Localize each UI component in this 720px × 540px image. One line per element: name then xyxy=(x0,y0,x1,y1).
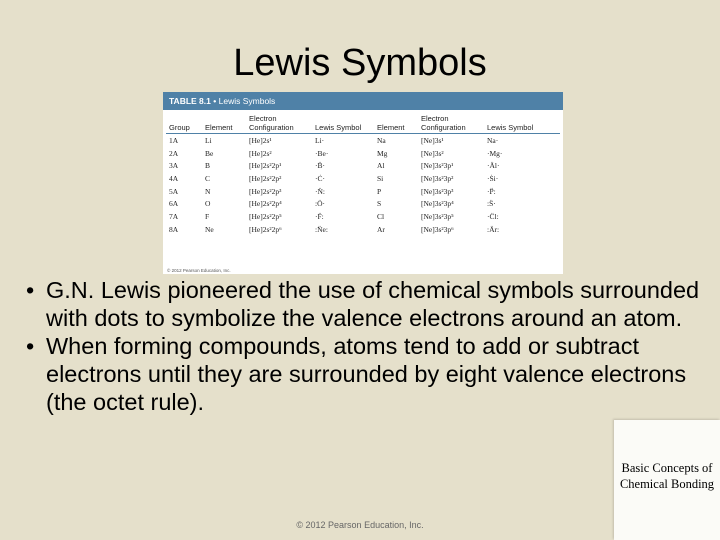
table-cell: O xyxy=(205,199,211,209)
table-cell: [He]2s²2p⁶ xyxy=(249,224,282,234)
table-cell: :S̈· xyxy=(487,199,496,209)
table-cell: ·F̈: xyxy=(315,211,324,221)
table-cell: ·Ṡi· xyxy=(487,173,499,183)
table-credit: © 2012 Pearson Education, Inc. xyxy=(167,268,231,273)
table-row xyxy=(166,210,560,223)
table-cell: Li· xyxy=(315,135,325,145)
copyright-footer: © 2012 Pearson Education, Inc. xyxy=(296,520,424,530)
table-cell: 3A xyxy=(169,161,179,171)
table-cell: 5A xyxy=(169,186,179,196)
column-header: Element xyxy=(202,113,246,134)
bullet-marker: • xyxy=(26,277,35,303)
table-header-row xyxy=(166,113,560,134)
bullet-text: When forming compounds, atoms tend to add or subtract electrons until they are surrounded by eight valence electrons (the octet rule). xyxy=(46,333,687,415)
table-cell: :N̈e: xyxy=(315,224,328,234)
bullet-text: G.N. Lewis pioneered the use of chemical symbols surrounded with dots to symbolize the valence electrons around an atom. xyxy=(46,277,700,331)
lewis-symbols-table xyxy=(166,113,560,236)
table-cell: P xyxy=(377,186,382,196)
column-header: Element xyxy=(374,113,418,134)
table-cell: Al xyxy=(377,161,385,171)
table-cell: [He]2s²2p³ xyxy=(249,186,282,196)
column-header: Lewis Symbol xyxy=(484,113,560,134)
table-cell: 4A xyxy=(169,173,179,183)
table-cell: Be xyxy=(205,148,214,158)
table-cell: Li xyxy=(205,135,212,145)
table-cell: ·Äl· xyxy=(487,161,500,171)
table-row xyxy=(166,197,560,210)
lewis-symbols-table-figure xyxy=(163,92,563,274)
table-cell: N xyxy=(205,186,211,196)
table-row xyxy=(166,172,560,185)
table-cell: ·P̈: xyxy=(487,186,496,196)
table-cell: ·N̈: xyxy=(315,186,325,196)
table-cell: B xyxy=(205,161,211,171)
table-cell: 2A xyxy=(169,148,179,158)
table-cell: :Ö· xyxy=(315,199,325,209)
table-cell: C xyxy=(205,173,211,183)
table-cell: Ar xyxy=(377,224,385,234)
table-row xyxy=(166,223,560,236)
table-cell: [Ne]3s²3p² xyxy=(421,173,454,183)
table-cell: Na xyxy=(377,135,386,145)
column-header: Group xyxy=(166,113,202,134)
table-row xyxy=(166,147,560,160)
table-cell: [Ne]3s²3p⁶ xyxy=(421,224,454,234)
table-cell: :Är: xyxy=(487,224,500,234)
table-cell: ·Be· xyxy=(315,148,329,158)
table-cell: F xyxy=(205,211,210,221)
column-header: Lewis Symbol xyxy=(312,113,374,134)
table-cell: 6A xyxy=(169,199,179,209)
table-cell: Si xyxy=(377,173,384,183)
column-header: Electron Configuration xyxy=(246,113,312,134)
bullet-marker: • xyxy=(26,333,35,359)
slide-title: Lewis Symbols xyxy=(233,42,487,84)
table-cell: [He]2s²2p² xyxy=(249,173,282,183)
table-cell: [Ne]3s² xyxy=(421,148,444,158)
table-cell: [He]2s² xyxy=(249,148,272,158)
table-cell: [Ne]3s²3p¹ xyxy=(421,161,454,171)
table-cell: [He]2s²2p⁴ xyxy=(249,199,282,209)
table-cell: Cl xyxy=(377,211,385,221)
table-cell: [He]2s²2p¹ xyxy=(249,161,282,171)
table-cell: [He]2s²2p⁵ xyxy=(249,211,282,221)
table-cell: 1A xyxy=(169,135,179,145)
table-caption: Lewis Symbols xyxy=(218,96,276,106)
table-cell: ·Ċ· xyxy=(315,173,325,183)
table-cell: [He]2s¹ xyxy=(249,135,272,145)
table-row xyxy=(166,134,560,147)
table-cell: S xyxy=(377,199,382,209)
bullet-item xyxy=(24,332,704,416)
table-cell: 8A xyxy=(169,224,179,234)
table-number: TABLE 8.1 xyxy=(169,96,211,106)
table-cell: 7A xyxy=(169,211,179,221)
column-header: Electron Configuration xyxy=(418,113,484,134)
chapter-label: Basic Concepts of Chemical Bonding xyxy=(619,461,715,491)
table-cell: ·Mg· xyxy=(487,148,503,158)
table-row xyxy=(166,159,560,172)
table-cell: Mg xyxy=(377,148,388,158)
table-cell: [Ne]3s²3p⁵ xyxy=(421,211,454,221)
table-separator: • xyxy=(213,96,217,106)
table-cell: [Ne]3s¹ xyxy=(421,135,444,145)
table-cell: [Ne]3s²3p³ xyxy=(421,186,454,196)
table-cell: Ne xyxy=(205,224,214,234)
table-row xyxy=(166,185,560,198)
table-cell: ·B̈· xyxy=(315,161,325,171)
table-cell: ·C̈l: xyxy=(487,211,499,221)
bullet-item xyxy=(24,276,704,332)
table-cell: Na· xyxy=(487,135,499,145)
table-banner xyxy=(163,92,563,110)
table-cell: [Ne]3s²3p⁴ xyxy=(421,199,454,209)
bullet-list xyxy=(24,276,704,416)
